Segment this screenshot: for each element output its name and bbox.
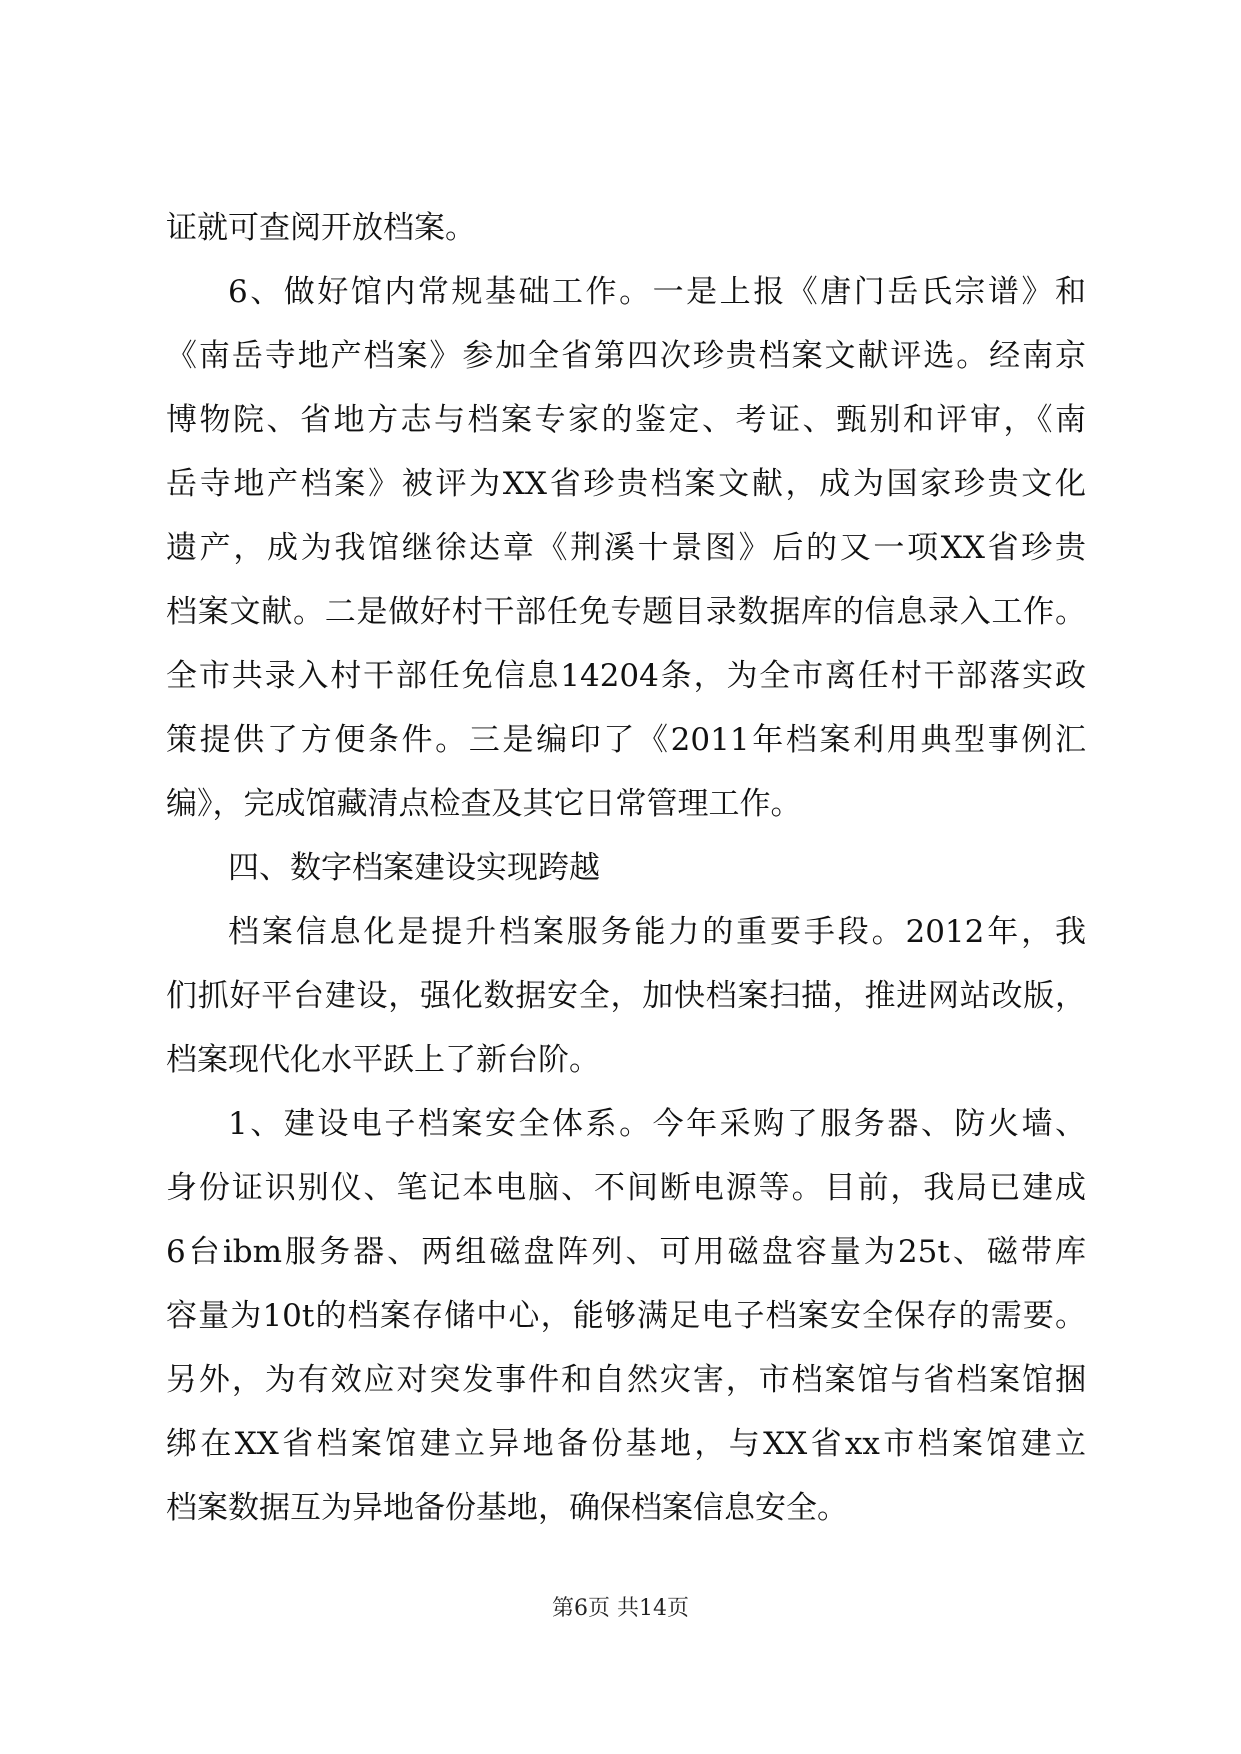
text-line: 们抓好平台建设，强化数据安全，加快档案扫描，推进网站改版， [166, 978, 1086, 1014]
text-line: 《南岳寺地产档案》参加全省第四次珍贵档案文献评选。经南京 [166, 338, 1086, 374]
text-line: 容量为10t的档案存储中心，能够满足电子档案安全保存的需要。 [166, 1298, 1086, 1334]
text-line: 策提供了方便条件。三是编印了《2011年档案利用典型事例汇 [166, 722, 1086, 758]
text-line: 6、做好馆内常规基础工作。一是上报《唐门岳氏宗谱》和 [228, 274, 1086, 310]
text-line: 档案信息化是提升档案服务能力的重要手段。2012年，我 [228, 914, 1086, 950]
text-line: 编》，完成馆藏清点检查及其它日常管理工作。 [166, 786, 802, 822]
page-footer [0, 1594, 1241, 1624]
text-line: 档案数据互为异地备份基地，确保档案信息安全。 [166, 1490, 848, 1526]
document-body [166, 196, 1086, 1540]
text-line: 档案文献。二是做好村干部任免专题目录数据库的信息录入工作。 [166, 594, 1086, 630]
text-line: 6台ibm服务器、两组磁盘阵列、可用磁盘容量为25t、磁带库 [166, 1234, 1086, 1270]
text-line: 1、建设电子档案安全体系。今年采购了服务器、防火墙、 [228, 1106, 1086, 1142]
text-line: 另外，为有效应对突发事件和自然灾害，市档案馆与省档案馆捆 [166, 1362, 1086, 1398]
text-line: 绑在XX省档案馆建立异地备份基地，与XX省xx市档案馆建立 [166, 1426, 1086, 1462]
text-line: 身份证识别仪、笔记本电脑、不间断电源等。目前，我局已建成 [166, 1170, 1086, 1206]
text-line: 遗产，成为我馆继徐达章《荆溪十景图》后的又一项XX省珍贵 [166, 530, 1086, 566]
section-heading: 四、数字档案建设实现跨越 [228, 850, 600, 886]
text-line: 全市共录入村干部任免信息14204条，为全市离任村干部落实政 [166, 658, 1086, 694]
text-line: 档案现代化水平跃上了新台阶。 [166, 1042, 600, 1078]
text-line: 证就可查阅开放档案。 [166, 210, 476, 246]
text-line: 岳寺地产档案》被评为XX省珍贵档案文献，成为国家珍贵文化 [166, 466, 1086, 502]
page-number-label: 第6页 共14页 [552, 1596, 689, 1621]
text-line: 博物院、省地方志与档案专家的鉴定、考证、甄别和评审，《南 [166, 402, 1086, 438]
